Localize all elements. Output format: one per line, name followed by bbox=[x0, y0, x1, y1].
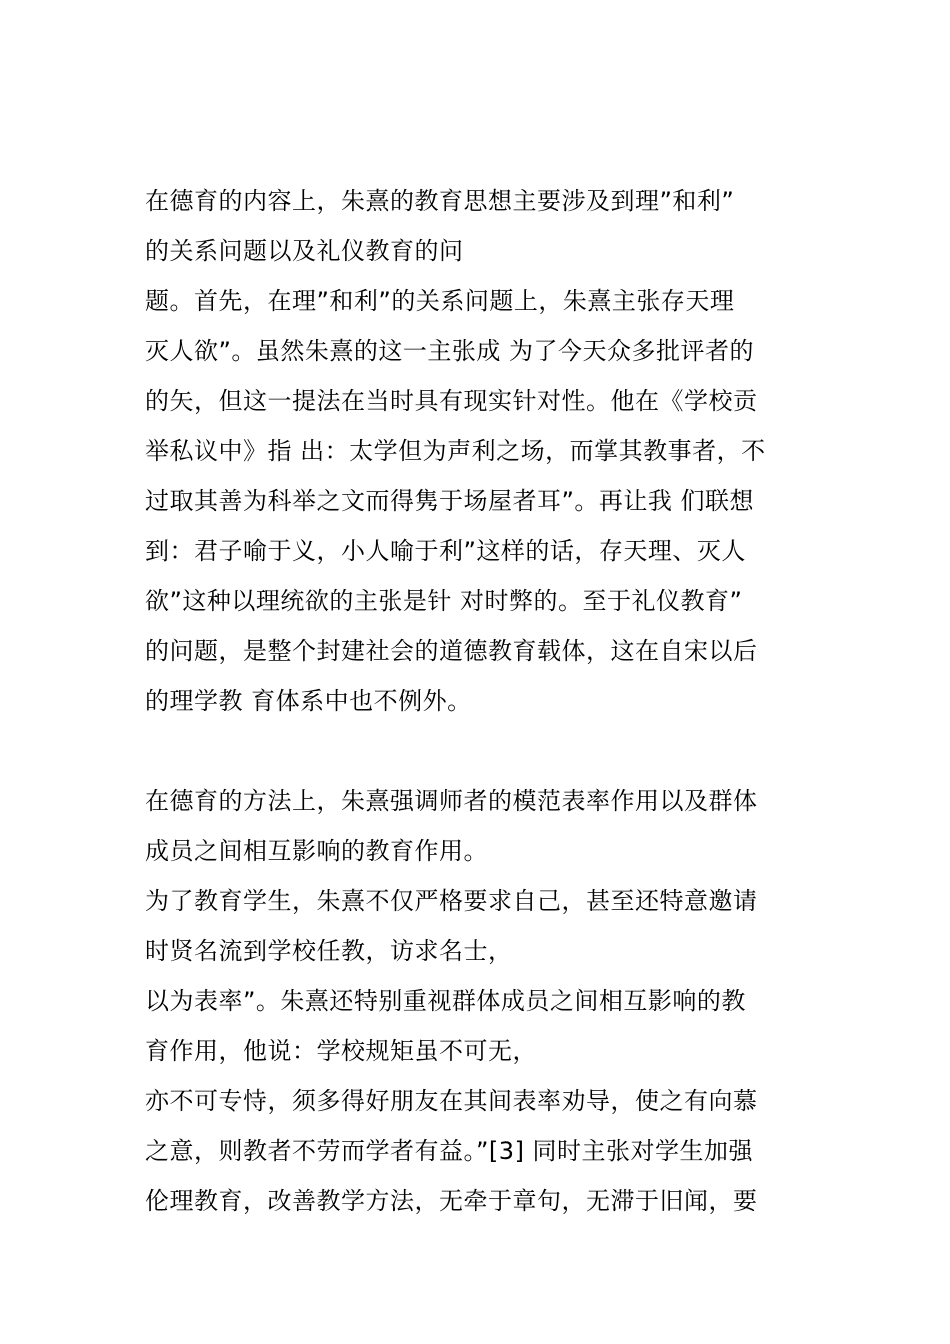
paragraph-moral-content bbox=[145, 176, 825, 726]
text-line: 成员之间相互影响的教育作用。 bbox=[145, 837, 488, 865]
text-line: 育作用，他说：学校规矩虽不可无， bbox=[145, 1037, 537, 1065]
text-line: 举私议中》指 出：太学但为声利之场，而掌其教事者，不 bbox=[145, 437, 766, 465]
text-line: 为了教育学生，朱熹不仅严格要求自己，甚至还特意邀请 bbox=[145, 887, 758, 915]
text-line: 过取其善为科举之文而得隽于场屋者耳”。再让我 们联想 bbox=[145, 487, 755, 515]
text-line: 在德育的内容上，朱熹的教育思想主要涉及到理”和利” bbox=[145, 187, 735, 215]
text-line: 伦理教育，改善教学方法，无牵于章句，无滞于旧闻，要 bbox=[145, 1187, 758, 1215]
text-line: 的矢，但这一提法在当时具有现实针对性。他在《学校贡 bbox=[145, 387, 758, 415]
paragraph-moral-method bbox=[145, 776, 825, 1226]
text-line: 的问题，是整个封建社会的道德教育载体，这在自宋以后 bbox=[145, 637, 758, 665]
text-line: 的关系问题以及礼仪教育的问 bbox=[145, 237, 464, 265]
text-line: 之意，则教者不劳而学者有益。”[3] 同时主张对学生加强 bbox=[145, 1137, 754, 1165]
text-line: 亦不可专恃，须多得好朋友在其间表率劝导，使之有向慕 bbox=[145, 1087, 758, 1115]
text-line: 以为表率”。朱熹还特别重视群体成员之间相互影响的教 bbox=[145, 987, 746, 1015]
text-line: 灭人欲”。虽然朱熹的这一主张成 为了今天众多批评者的 bbox=[145, 337, 755, 365]
text-line: 的理学教 育体系中也不例外。 bbox=[145, 687, 472, 715]
paragraph-spacer bbox=[145, 726, 825, 776]
text-line: 时贤名流到学校任教，访求名士， bbox=[145, 937, 513, 965]
document-body bbox=[145, 176, 825, 1226]
text-line: 到：君子喻于义，小人喻于利”这样的话，存天理、灭人 bbox=[145, 537, 746, 565]
text-line: 欲”这种以理统欲的主张是针 对时弊的。至于礼仪教育” bbox=[145, 587, 743, 615]
text-line: 在德育的方法上，朱熹强调师者的模范表率作用以及群体 bbox=[145, 787, 758, 815]
text-line: 题。首先，在理”和利”的关系问题上，朱熹主张存天理 bbox=[145, 287, 735, 315]
